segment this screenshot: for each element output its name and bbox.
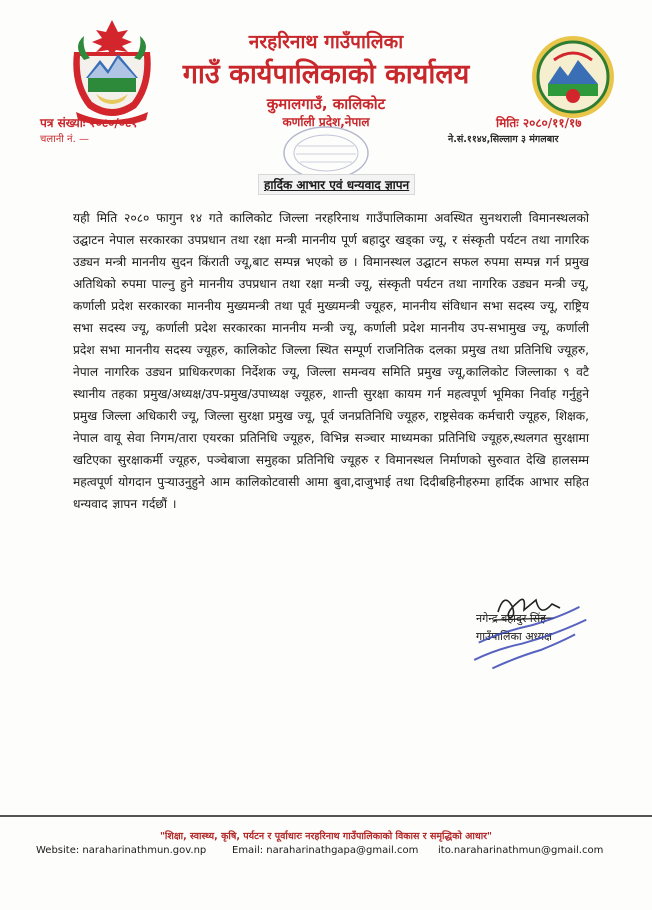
letter-subject: हार्दिक आभार एवं धन्यवाद ज्ञापन	[258, 174, 415, 195]
dispatch-number: चलानी नं. —	[40, 134, 89, 145]
signer-title: गाउँपालिका अध्यक्ष	[476, 630, 553, 643]
office-title: गाउँ कार्यपालिकाको कार्यालय	[182, 59, 470, 90]
office-province: कर्णाली प्रदेश,नेपाल	[282, 115, 370, 129]
municipality-name: नरहरिनाथ गाउँपालिका	[248, 31, 404, 53]
reference-number: पत्र संख्याः २०८०/०८१	[40, 116, 138, 130]
footer-email[interactable]: Email: naraharinathgapa@gmail.com	[232, 845, 419, 856]
nepal-sambat-date: ने.सं.११४४,सिल्लाग ३ मंगलबार	[448, 134, 559, 145]
office-address: कुमालगाउँ, कालिकोट	[266, 95, 386, 113]
footer-divider	[0, 815, 652, 817]
signer-name: नगेन्द्र बहादुर सिंह	[476, 612, 546, 625]
footer-website[interactable]: Website: naraharinathmun.gov.np	[36, 845, 207, 856]
footer-ito-email[interactable]: ito.naraharinathmun@gmail.com	[438, 845, 604, 856]
letter-date: मितिः २०८०/११/१७	[496, 116, 582, 130]
letter-body: यही मिति २०८० फागुन १४ गते कालिकोट जिल्ला नरहरिनाथ गाउँपालिकामा अवस्थित सुनथराली विमानस्थलको उद्घाटन नेपाल सरकारका उपप्रधान तथा रक्षा मन्त्री माननीय पूर्ण बहादुर खड्का ज्यू, र संस्कृती पर्यटन तथा नागरिक उड्यन मन्त्री माननीय सुदन किंराती ज्यू,बाट सम्पन्न भएको छ । विमानस्थल उद्घाटन सफल रुपमा सम्पन्न गर्न प्रमुख अतिथिको रुपमा पाल्नु हुने माननीय उपप्रधान तथा रक्षा मन्त्री ज्यू, संस्कृती पर्यटन तथा नागरिक उड्यन मन्त्री ज्यू, कर्णाली प्रदेश सरकारका माननीय मुख्यमन्त्री तथा पूर्व मुख्यमन्त्री ज्यूहरु, माननीय संविधान सभा सदस्य ज्यू, राष्ट्रिय सभा सदस्य ज्यू, कर्णाली प्रदेश सरकारका माननीय मन्त्री ज्यू, कर्णाली प्रदेश माननीय उप-सभामुख ज्यू, कर्णाली प्रदेश सभा माननीय सदस्य ज्यूहरु, कालिकोट जिल्ला स्थित सम्पूर्ण राजनितिक दलका प्रमुख तथा प्रतिनिधि ज्यूहरु, नेपाल नागरिक उड्यन प्राधिकरणका निर्देशक ज्यू, जिल्ला समन्वय समिति प्रमुख ज्यू,कालिकोट जिल्लाका ९ वटै स्थानीय तहका प्रमुख/अध्यक्ष/उप-प्रमुख/उपाध्यक्ष ज्यूहरु, शान्ती सुरक्षा कायम गर्न महत्वपूर्ण भूमिका निर्वाह गर्नुहुने प्रमुख जिल्ला अधिकारी ज्यू, जिल्ला सुरक्षा प्रमुख ज्यू, पूर्व जनप्रतिनिधि ज्यूहरु, राष्ट्रसेवक कर्मचारी ज्यूहरु, शिक्षक, नेपाल वायू सेवा निगम/तारा एयरका प्रतिनिधि ज्यूहरु, विभिन्न सञ्चार माध्यमका प्रतिनिधि ज्यूहरु,स्थलगत सुरक्षामा खटिएका सुरक्षाकर्मी ज्यूहरु, पञ्चेबाजा समुहका प्रतिनिधि ज्यूहरु र विमानस्थल निर्माणको सुरुवात देखि हालसम्म महत्वपूर्ण योगदान पुर्‍याउनुहुने आम कालिकोटवासी आमा बुवा,दाजुभाई तथा दिदीबहिनीहरुमा हार्दिक आभार सहित धन्यवाद ज्ञापन गर्दछौं ।	[73, 211, 589, 511]
signature-stamp	[464, 596, 594, 672]
footer-motto: "शिक्षा, स्वास्थ्य, कृषि, पर्यटन र पूर्वाधारः नरहरिनाथ गाउँपालिकाको विकास र समृद्धिको आधार"	[159, 831, 493, 842]
